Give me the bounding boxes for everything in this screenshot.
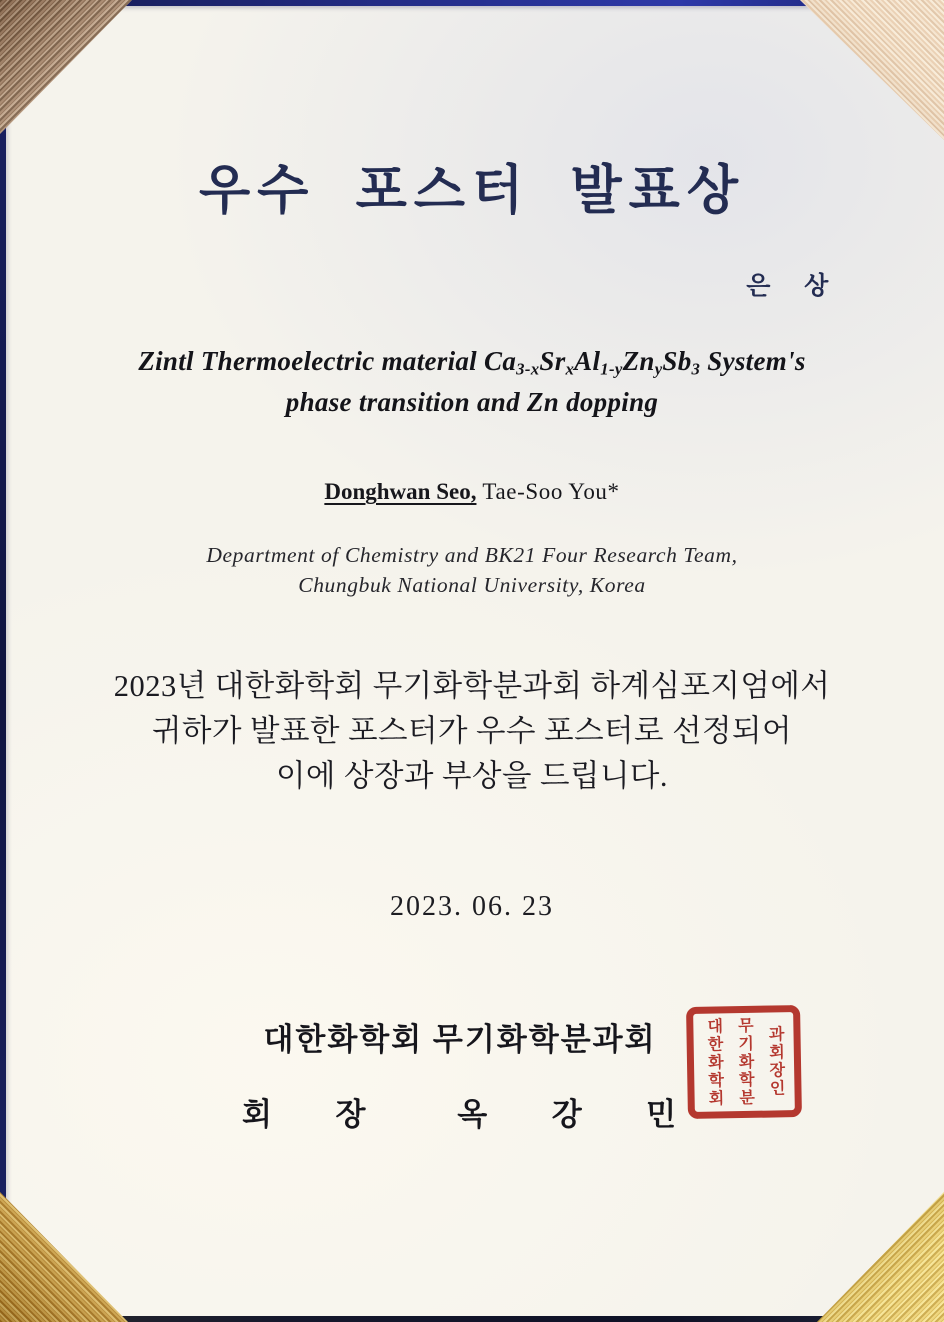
work-title bbox=[0, 341, 944, 422]
frame-corner-top-left bbox=[0, 0, 132, 134]
frame-edge-bottom bbox=[0, 1316, 944, 1322]
affiliation-line1: Department of Chemistry and BK21 Four Research Team, bbox=[206, 543, 738, 567]
presenter-name: Donghwan Seo, bbox=[324, 479, 477, 504]
work-title-line2: phase transition and Zn dopping bbox=[285, 386, 659, 417]
work-title-subscript: y bbox=[654, 359, 663, 379]
work-title-line1 bbox=[0, 341, 944, 382]
authors-line bbox=[0, 479, 944, 505]
work-title-text: Al bbox=[574, 346, 601, 376]
frame-corner-top-right bbox=[800, 0, 944, 140]
affiliation bbox=[0, 540, 944, 600]
frame-edge-left bbox=[0, 0, 6, 1322]
president-seal bbox=[686, 1005, 802, 1119]
frame-corner-bottom-left bbox=[0, 1192, 128, 1322]
work-title-text: Zn bbox=[622, 346, 655, 376]
citation-line1: 2023년 대한화학회 무기화학분과회 하계심포지엄에서 bbox=[113, 669, 831, 703]
work-title-subscript: 3-x bbox=[516, 359, 540, 379]
issuer-organization: 대한화학회 무기화학분과회 bbox=[263, 1022, 657, 1057]
award-grade: 은 상 bbox=[746, 273, 842, 300]
work-title-text: Sr bbox=[539, 346, 566, 376]
work-title-text: Sb bbox=[662, 346, 692, 376]
seal-column: 무기화학분 bbox=[735, 1016, 754, 1108]
frame-corner-bottom-right bbox=[817, 1192, 944, 1322]
affiliation-line2: Chungbuk National University, Korea bbox=[298, 573, 646, 598]
coauthor-name: Tae-Soo You* bbox=[476, 479, 620, 504]
work-title-subscript: 3 bbox=[691, 359, 701, 379]
work-title-subscript: 1-y bbox=[600, 359, 623, 379]
citation-line3: 이에 상장과 부상을 드립니다. bbox=[275, 758, 669, 793]
seal-column: 과회장인 bbox=[766, 1025, 785, 1098]
work-title-text: Zintl Thermoelectric material Ca bbox=[138, 346, 517, 376]
seal-column: 대한화학회 bbox=[704, 1017, 724, 1108]
issue-date: 2023. 06. 23 bbox=[390, 891, 554, 922]
work-title-subscript: x bbox=[565, 359, 575, 379]
president-name: 옥 강 민 bbox=[457, 1097, 679, 1132]
president-label: 회 장 bbox=[241, 1097, 394, 1132]
citation-body bbox=[0, 664, 944, 798]
certificate-title: 우수 포스터 발표상 bbox=[198, 162, 746, 220]
work-title-text: System's bbox=[700, 346, 806, 376]
citation-line2: 귀하가 발표한 포스터가 우수 포스터로 선정되어 bbox=[152, 713, 792, 748]
